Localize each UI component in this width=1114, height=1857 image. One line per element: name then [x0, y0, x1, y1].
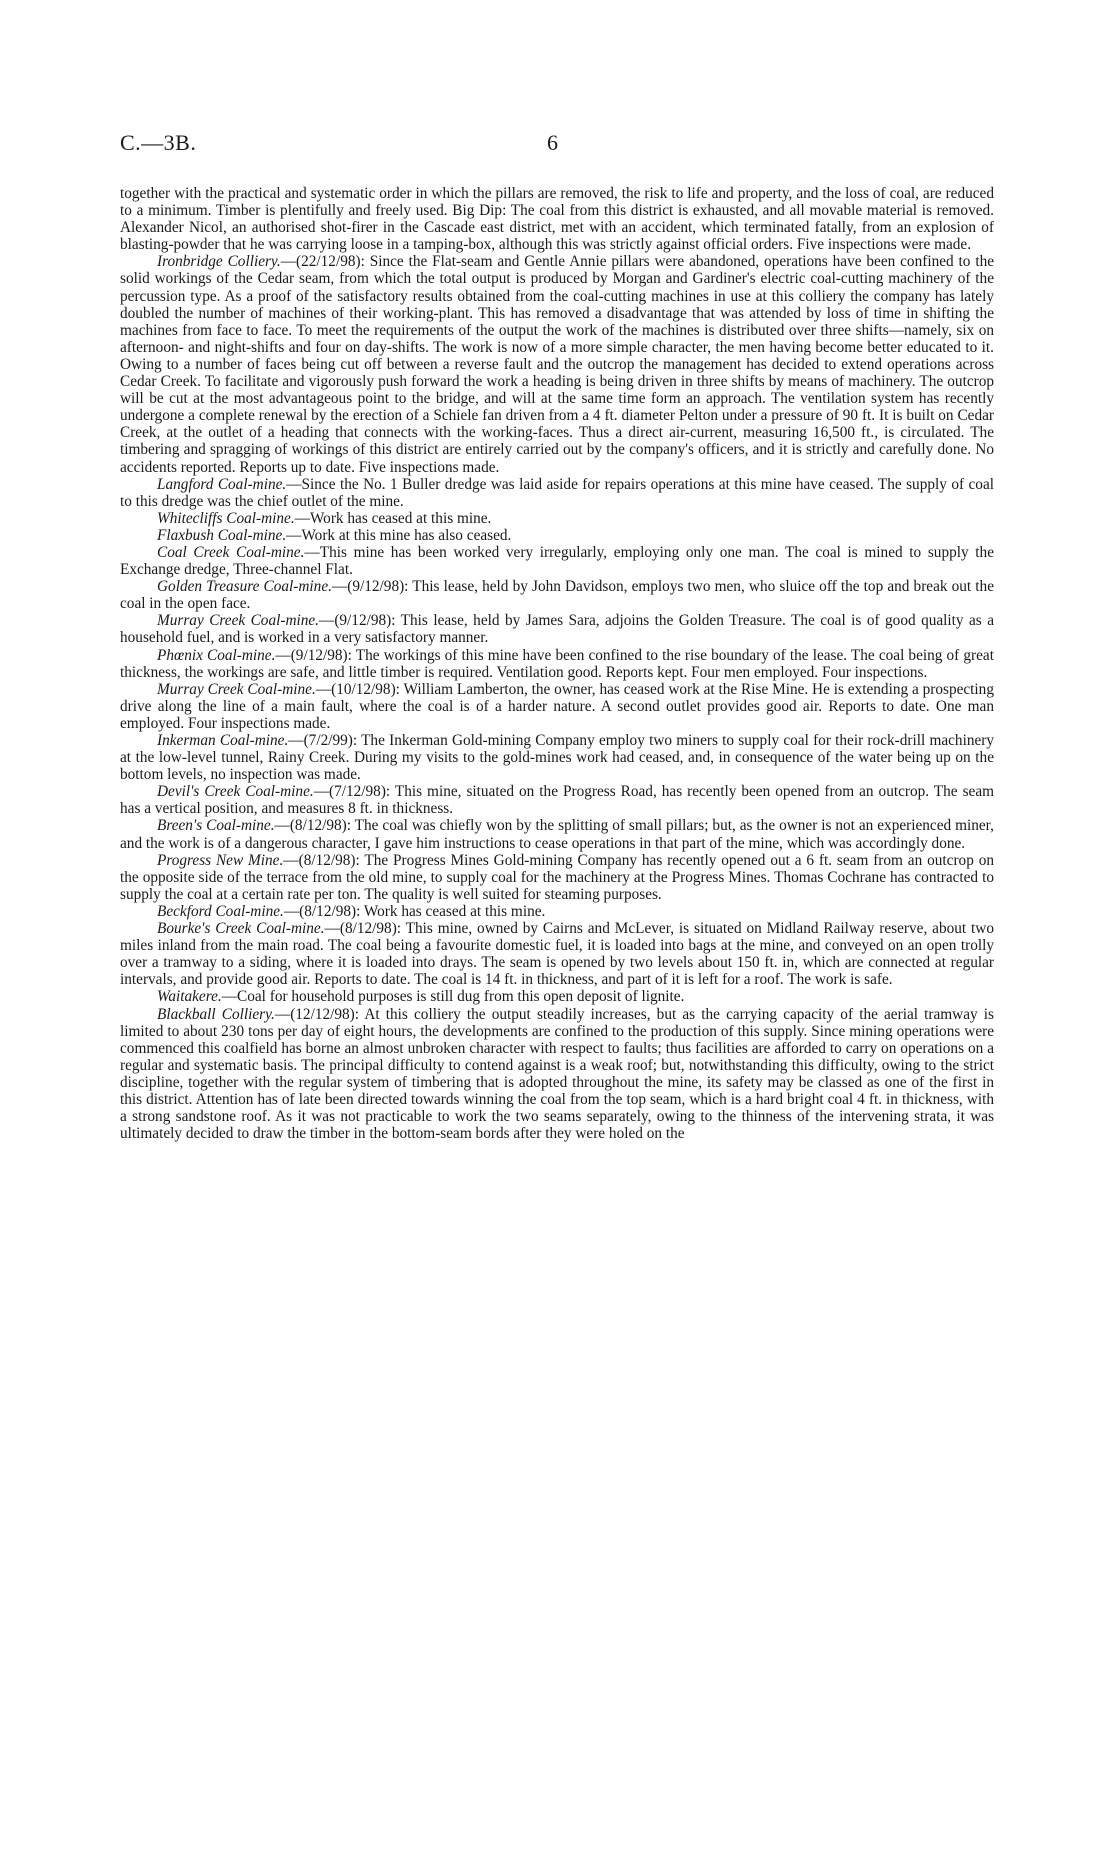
paragraph-text: —(9/12/98): The workings of this mine have been confined to the rise boundary of the lease. The coal being of great thickness, the workings are safe, and little timber is required. Ventilation good. Reports kept. Four men employed. Four inspections. [120, 646, 994, 681]
paragraph [120, 920, 994, 988]
paragraph-text: —(12/12/98): At this colliery the output steadily increases, but as the carrying capacity of the aerial tramway is limited to about 230 tons per day of eight hours, the developments are confined to the production of this supply. Since mining operations were commenced this coalfield has borne an almost unbroken character with respect to faults; thus facilities are afforded to carry on operations on a regular and systematic basis. The principal difficulty to contend against is a weak roof; but, notwithstanding this difficulty, owing to the strict discipline, together with the regular system of timbering that is adopted throughout the mine, its safety may be classed as one of the first in this district. Attention has of late been directed towards winning the coal from the top seam, which is a hard bright coal 4 ft. in thickness, with a strong sandstone roof. As it was not practicable to work the two seams separately, owing to the thinness of the intervening strata, it was ultimately decided to draw the timber in the bottom-seam bords after they were holed on the [120, 1005, 994, 1143]
mine-name: Bourke's Creek Coal-mine. [157, 920, 325, 938]
paragraph-text: —Since the No. 1 Buller dredge was laid aside for repairs operations at this mine have ceased. The supply of coal to this dredge was the chief outlet of the mine. [120, 475, 994, 510]
paragraph-text: —(8/12/98): This mine, owned by Cairns and McLever, is situated on Midland Railway reserve, about two miles inland from the main road. The coal being a favourite domestic fuel, it is loaded into bags at the mine, and conveyed on an open trolly over a tramway to a siding, where it is loaded into drays. The seam is opened by two levels about 150 ft. in, which are connected at regular intervals, and provide good air. Reports to date. The coal is 14 ft. in thickness, and part of it is left for a roof. The work is safe. [120, 920, 994, 989]
paragraph [120, 578, 994, 612]
mine-name: Phœnix Coal-mine. [157, 646, 276, 664]
paragraph [120, 681, 994, 732]
paragraph-text: —(22/12/98): Since the Flat-seam and Gentle Annie pillars were abandoned, operations have been confined to the solid workings of the Cedar seam, from which the total output is produced by Morgan and Gardiner's electric coal-cutting machinery of the percussion type. As a proof of the satisfactory results obtained from the coal-cutting machines in use at this colliery the company has lately doubled the number of machines of their working-plant. This has removed a disadvantage that was attended by loss of time in shifting the machines from face to face. To meet the requirements of the output the work of the machines is distributed over three shifts—namely, six on afternoon- and night-shifts and four on day-shifts. The work is now of a more simple character, the men having become better educated to it. Owing to a number of faces being cut off between a reverse fault and the outcrop the management has decided to extend operations across Cedar Creek. To facilitate and vigorously push forward the work a heading is being driven in three shifts by means of machinery. The outcrop will be cut at the most advantageous point to the bridge, and will at the same time form an approach. The ventilation system has recently undergone a complete renewal by the erection of a Schiele fan driven from a 4 ft. diameter Pelton under a pressure of 90 ft. It is built on Cedar Creek, at the outlet of a heading that connects with the working-faces. Thus a direct air-current, measuring 16,500 ft., is circulated. The timbering and spragging of workings of this district are entirely carried out by the company's officers, and it is strictly and carefully done. No accidents reported. Reports up to date. Five inspections made. [120, 253, 995, 476]
paragraph [120, 476, 994, 510]
paragraph [120, 510, 994, 527]
mine-name: Breen's Coal-mine. [157, 817, 275, 835]
paragraph-text: —(8/12/98): The coal was chiefly won by the splitting of small pillars; but, as the owner is not an experienced miner, and the work is of a dangerous character, I gave him instructions to cease operations in that part of the mine, which was accordingly done. [120, 817, 994, 852]
document-reference: C.—3B. [120, 130, 197, 155]
paragraph-text: —Work has ceased at this mine. [294, 509, 492, 527]
mine-name: Ironbridge Colliery. [157, 253, 281, 271]
paragraph [120, 253, 994, 475]
mine-name: Whitecliffs Coal-mine. [157, 509, 295, 527]
paragraph-text: —This mine has been worked very irregularly, employing only one man. The coal is mined to supply the Exchange dredge, Three-channel Flat. [120, 543, 994, 579]
paragraph-text: —(8/12/98): The Progress Mines Gold-mining Company has recently opened out a 6 ft. seam from an outcrop on the opposite side of the terrace from the old mine, to supply coal for the machinery at the Progress Mines. Thomas Cochrane has contracted to supply the coal at a certain rate per ton. The quality is well suited for steaming purposes. [120, 851, 994, 903]
paragraph-text: —(8/12/98): Work has ceased at this mine. [283, 902, 546, 920]
mine-name: Progress New Mine. [157, 851, 284, 869]
paragraph [120, 817, 994, 851]
mine-name: Golden Treasure Coal-mine. [157, 578, 332, 596]
paragraph [120, 783, 994, 817]
mine-name: Waitakere. [157, 988, 222, 1006]
mine-name: Inkerman Coal-mine. [157, 732, 289, 749]
mine-name: Murray Creek Coal-mine. [157, 612, 320, 630]
paragraph-text: —Work at this mine has also ceased. [286, 526, 512, 544]
page-header [120, 130, 994, 160]
paragraph-text: —(7/2/99): The Inkerman Gold-mining Company employ two miners to supply coal for their rock-drill machinery at the low-level tunnel, Rainy Creek. During my visits to the gold-mines work had ceased, and, in consequence of the water being up on the bottom levels, no inspection was made. [120, 732, 994, 784]
mine-name: Langford Coal-mine. [157, 475, 287, 493]
paragraph [120, 544, 994, 578]
paragraph [120, 527, 994, 544]
paragraph [120, 647, 994, 681]
paragraph [120, 732, 994, 783]
mine-name: Beckford Coal-mine. [157, 902, 284, 920]
paragraph-text: together with the practical and systematic order in which the pillars are removed, the risk to life and property, and the loss of coal, are reduced to a minimum. Timber is plentifully and freely used. Big Dip: The coal from this district is exhausted, and all movable material is removed. Alexander Nicol, an authorised shot-firer in the Cascade east district, met with an accident, which terminated fatally, from an explosion of blasting-powder that he was carrying loose in a tamping-box, although this was strictly against official orders. Five inspections were made. [120, 185, 994, 254]
paragraph-text: —(10/12/98): William Lamberton, the owner, has ceased work at the Rise Mine. He is extending a prospecting drive along the line of a main fault, where the coal is of a harder nature. A second outlet provides good air. Reports to date. One man employed. Four inspections made. [120, 680, 994, 732]
mine-name: Coal Creek Coal-mine. [157, 543, 305, 561]
mine-name: Devil's Creek Coal-mine. [157, 783, 314, 801]
paragraph [120, 903, 994, 920]
report-body [120, 185, 994, 1142]
paragraph-text: —(7/12/98): This mine, situated on the Progress Road, has recently been opened from an outcrop. The seam has a vertical position, and measures 8 ft. in thickness. [120, 783, 995, 818]
paragraph [120, 852, 994, 903]
paragraph [120, 1006, 994, 1143]
paragraph [120, 988, 994, 1005]
mine-name: Flaxbush Coal-mine. [157, 526, 287, 544]
page-number: 6 [547, 130, 558, 155]
paragraph-text: —Coal for household purposes is still dug from this open deposit of lignite. [221, 988, 685, 1006]
paragraph-text: —(9/12/98): This lease, held by James Sara, adjoins the Golden Treasure. The coal is of good quality as a household fuel, and is worked in a very satisfactory manner. [120, 612, 994, 647]
paragraph [120, 185, 994, 253]
paragraph-text: —(9/12/98): This lease, held by John Davidson, employs two men, who sluice off the top and break out the coal in the open face. [120, 578, 994, 613]
mine-name: Blackball Colliery. [157, 1005, 275, 1023]
paragraph [120, 612, 994, 646]
mine-name: Murray Creek Coal-mine. [157, 680, 316, 698]
